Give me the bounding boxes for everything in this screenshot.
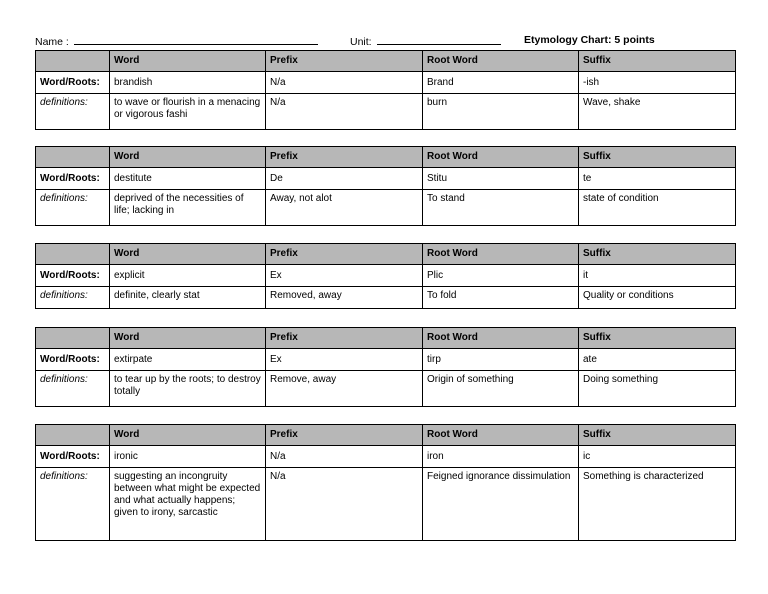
table-row-definitions — [36, 371, 736, 407]
roots-label: Word/Roots: — [36, 349, 110, 371]
root-cell[interactable]: Plic — [423, 265, 579, 287]
chart-title: Etymology Chart: 5 points — [524, 34, 655, 46]
root-cell[interactable]: Brand — [423, 72, 579, 94]
word-definition-cell[interactable]: suggesting an incongruity between what might be expected and what actually happens; given to irony, sarcastic — [110, 468, 266, 541]
word-definition-cell[interactable]: to tear up by the roots; to destroy totally — [110, 371, 266, 407]
header-word: Word — [110, 51, 266, 72]
root-definition-cell[interactable]: Feigned ignorance dissimulation — [423, 468, 579, 541]
unit-label: Unit: — [350, 36, 372, 48]
roots-label: Word/Roots: — [36, 168, 110, 190]
definitions-label: definitions: — [36, 371, 110, 407]
etymology-table-3 — [35, 243, 736, 309]
definitions-label: definitions: — [36, 190, 110, 226]
header-root-word: Root Word — [423, 328, 579, 349]
root-definition-cell[interactable]: burn — [423, 94, 579, 130]
header-root-word: Root Word — [423, 244, 579, 265]
roots-label: Word/Roots: — [36, 72, 110, 94]
unit-field — [350, 34, 501, 48]
header-prefix: Prefix — [266, 425, 423, 446]
table-header-row — [36, 328, 736, 349]
header-prefix: Prefix — [266, 147, 423, 168]
header-word: Word — [110, 147, 266, 168]
worksheet-header — [35, 34, 735, 48]
table-header-row — [36, 244, 736, 265]
root-cell[interactable]: iron — [423, 446, 579, 468]
suffix-definition-cell[interactable]: Something is characterized — [579, 468, 736, 541]
roots-label: Word/Roots: — [36, 446, 110, 468]
prefix-cell[interactable]: N/a — [266, 446, 423, 468]
prefix-definition-cell[interactable]: Away, not alot — [266, 190, 423, 226]
prefix-definition-cell[interactable]: N/a — [266, 94, 423, 130]
definitions-label: definitions: — [36, 468, 110, 541]
word-cell[interactable]: ironic — [110, 446, 266, 468]
table-header-row — [36, 147, 736, 168]
table-row-definitions — [36, 287, 736, 309]
header-cell-blank — [36, 244, 110, 265]
header-cell-blank — [36, 147, 110, 168]
table-row-roots — [36, 72, 736, 94]
word-cell[interactable]: brandish — [110, 72, 266, 94]
word-cell[interactable]: destitute — [110, 168, 266, 190]
word-definition-cell[interactable]: deprived of the necessities of life; lacking in — [110, 190, 266, 226]
table-header-row — [36, 425, 736, 446]
header-suffix: Suffix — [579, 328, 736, 349]
header-cell-blank — [36, 328, 110, 349]
root-definition-cell[interactable]: Origin of something — [423, 371, 579, 407]
name-field — [35, 34, 318, 48]
header-root-word: Root Word — [423, 147, 579, 168]
header-word: Word — [110, 328, 266, 349]
header-prefix: Prefix — [266, 244, 423, 265]
definitions-label: definitions: — [36, 94, 110, 130]
header-suffix: Suffix — [579, 51, 736, 72]
table-row-roots — [36, 168, 736, 190]
suffix-cell[interactable]: ic — [579, 446, 736, 468]
root-definition-cell[interactable]: To stand — [423, 190, 579, 226]
root-cell[interactable]: tirp — [423, 349, 579, 371]
etymology-table-1 — [35, 50, 736, 130]
suffix-definition-cell[interactable]: Doing something — [579, 371, 736, 407]
suffix-definition-cell[interactable]: Wave, shake — [579, 94, 736, 130]
definitions-label: definitions: — [36, 287, 110, 309]
header-word: Word — [110, 244, 266, 265]
word-definition-cell[interactable]: definite, clearly stat — [110, 287, 266, 309]
table-row-definitions — [36, 94, 736, 130]
prefix-definition-cell[interactable]: Remove, away — [266, 371, 423, 407]
prefix-cell[interactable]: N/a — [266, 72, 423, 94]
prefix-definition-cell[interactable]: Removed, away — [266, 287, 423, 309]
suffix-cell[interactable]: ate — [579, 349, 736, 371]
unit-blank-line[interactable] — [377, 34, 501, 45]
header-suffix: Suffix — [579, 425, 736, 446]
table-row-roots — [36, 446, 736, 468]
suffix-definition-cell[interactable]: state of condition — [579, 190, 736, 226]
root-cell[interactable]: Stitu — [423, 168, 579, 190]
name-blank-line[interactable] — [74, 34, 318, 45]
suffix-cell[interactable]: it — [579, 265, 736, 287]
name-label: Name : — [35, 36, 69, 48]
etymology-table-4 — [35, 327, 736, 407]
table-row-roots — [36, 349, 736, 371]
header-word: Word — [110, 425, 266, 446]
table-row-definitions — [36, 468, 736, 541]
word-cell[interactable]: explicit — [110, 265, 266, 287]
roots-label: Word/Roots: — [36, 265, 110, 287]
prefix-definition-cell[interactable]: N/a — [266, 468, 423, 541]
header-suffix: Suffix — [579, 244, 736, 265]
header-root-word: Root Word — [423, 51, 579, 72]
prefix-cell[interactable]: Ex — [266, 349, 423, 371]
header-prefix: Prefix — [266, 328, 423, 349]
word-cell[interactable]: extirpate — [110, 349, 266, 371]
header-cell-blank — [36, 51, 110, 72]
prefix-cell[interactable]: De — [266, 168, 423, 190]
table-row-roots — [36, 265, 736, 287]
suffix-definition-cell[interactable]: Quality or conditions — [579, 287, 736, 309]
etymology-table-5 — [35, 424, 736, 541]
header-prefix: Prefix — [266, 51, 423, 72]
word-definition-cell[interactable]: to wave or flourish in a menacing or vigorous fashi — [110, 94, 266, 130]
table-row-definitions — [36, 190, 736, 226]
table-header-row — [36, 51, 736, 72]
suffix-cell[interactable]: te — [579, 168, 736, 190]
etymology-table-2 — [35, 146, 736, 226]
header-cell-blank — [36, 425, 110, 446]
suffix-cell[interactable]: -ish — [579, 72, 736, 94]
header-root-word: Root Word — [423, 425, 579, 446]
root-definition-cell[interactable]: To fold — [423, 287, 579, 309]
prefix-cell[interactable]: Ex — [266, 265, 423, 287]
header-suffix: Suffix — [579, 147, 736, 168]
